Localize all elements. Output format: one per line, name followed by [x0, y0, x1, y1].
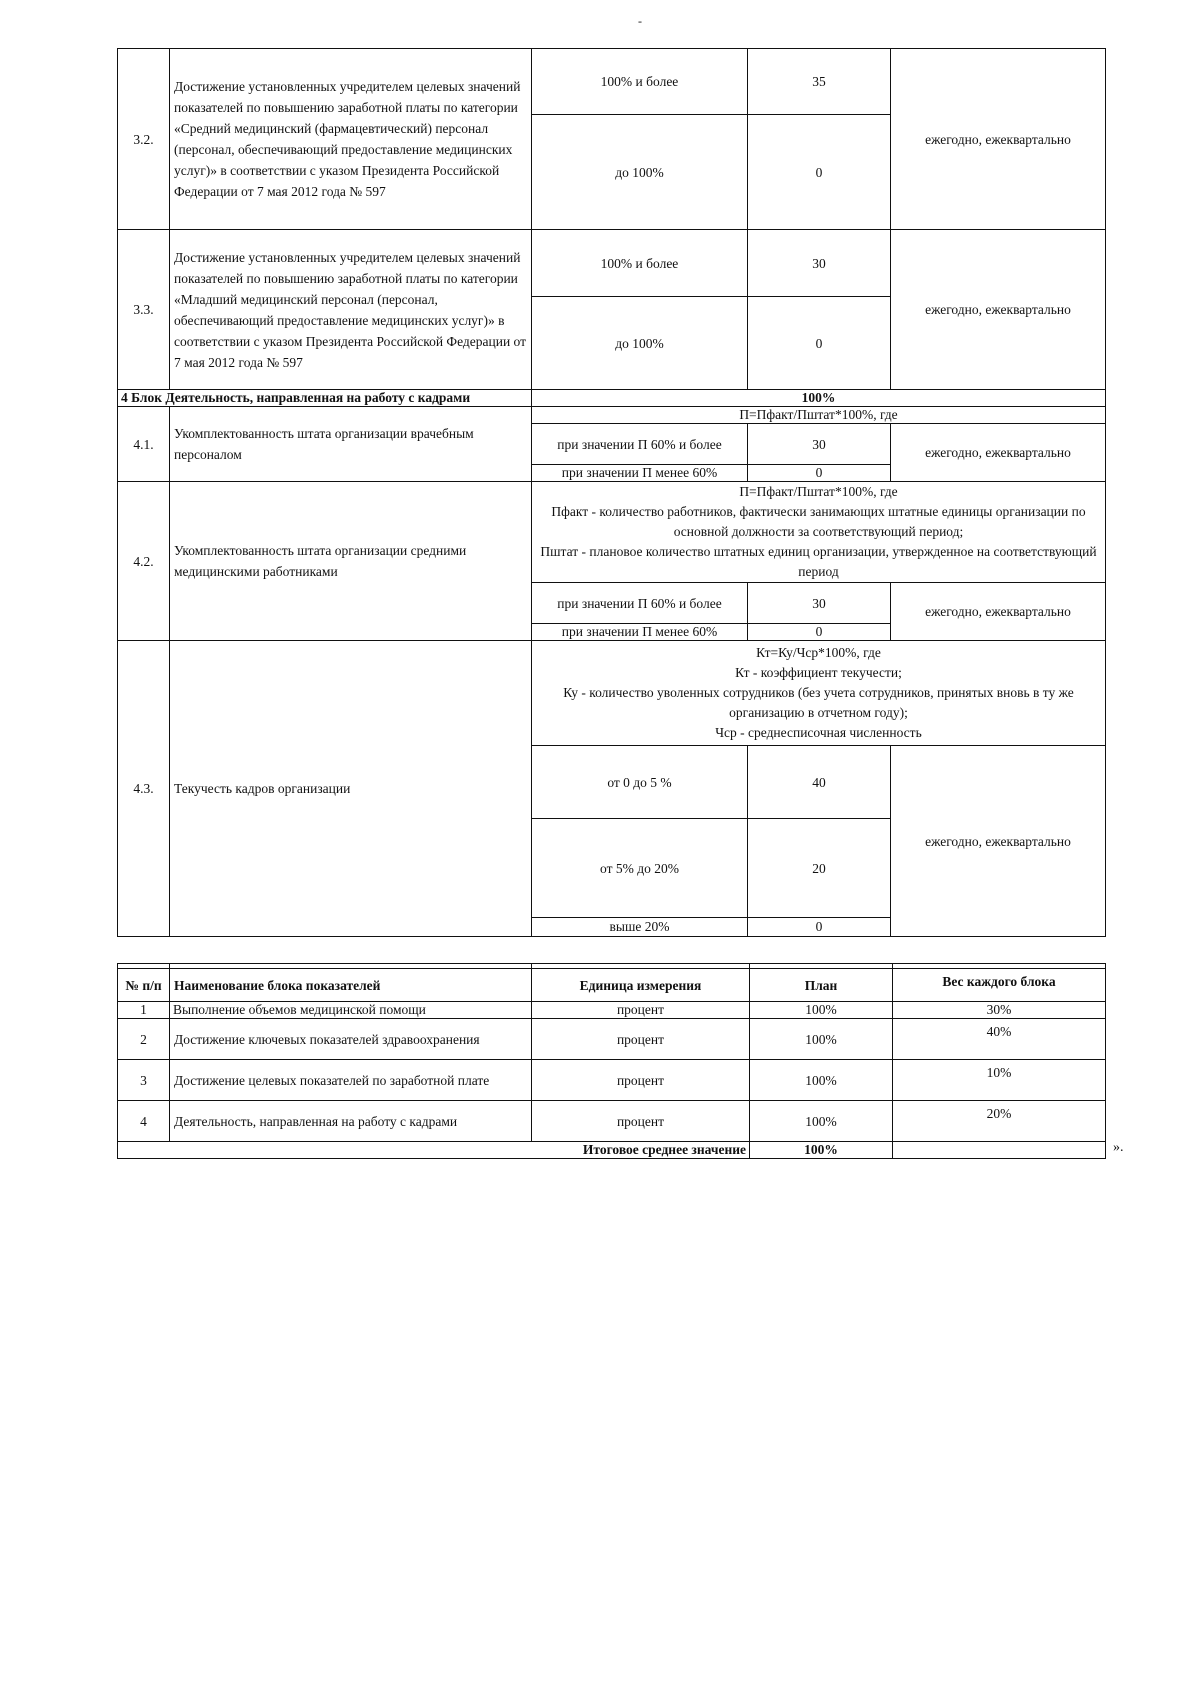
formula-text: Кт=Ку/Чср*100%, где — [756, 645, 881, 660]
row-number: 4 — [118, 1101, 170, 1142]
condition-cell: 100% и более — [532, 49, 748, 115]
block-name: Выполнение объемов медицинской помощи — [170, 1002, 532, 1019]
score-cell: 35 — [748, 49, 891, 115]
unit-cell: процент — [532, 1002, 750, 1019]
indicator-name: Достижение установленных учредителем целевых значений показателей по повышению заработной платы по категории «Средний медицинский (фармацевтический) персонал (персонал, обеспечивающий предоставление медицинских услуг)» в соответствии с указом Президента Российской Федерации от 7 мая 2012 года № 597 — [170, 49, 532, 230]
unit-cell: процент — [532, 1019, 750, 1060]
formula-description: Пштат - плановое количество штатных единиц организации, утвержденное на соответствующий период — [540, 544, 1097, 579]
summary-row — [118, 1002, 1106, 1019]
period-cell: ежегодно, ежеквартально — [891, 49, 1106, 230]
row-number: 4.2. — [118, 482, 170, 641]
weight-cell: 30% — [893, 1002, 1106, 1019]
plan-cell: 100% — [750, 1019, 893, 1060]
row-number: 3.3. — [118, 230, 170, 390]
condition-cell: при значении П 60% и более — [532, 583, 748, 624]
plan-cell: 100% — [750, 1101, 893, 1142]
condition-cell: от 5% до 20% — [532, 819, 748, 918]
header-unit: Единица измерения — [532, 969, 750, 1002]
page-mark: - — [638, 14, 642, 28]
criteria-table — [117, 48, 1106, 937]
row-number: 4.3. — [118, 641, 170, 937]
score-cell: 0 — [748, 297, 891, 390]
header-num: № п/п — [118, 969, 170, 1002]
unit-cell: процент — [532, 1101, 750, 1142]
formula-description: Чср - среднесписочная численность — [715, 725, 922, 740]
block-name: Достижение целевых показателей по заработной плате — [170, 1060, 532, 1101]
score-cell: 20 — [748, 819, 891, 918]
row-number: 2 — [118, 1019, 170, 1060]
header-plan: План — [750, 969, 893, 1002]
condition-cell: при значении П менее 60% — [532, 465, 748, 482]
summary-row — [118, 1060, 1106, 1101]
condition-cell: от 0 до 5 % — [532, 746, 748, 819]
row-4-2-formula — [118, 482, 1106, 583]
weight-cell: 10% — [893, 1060, 1106, 1101]
row-number: 1 — [118, 1002, 170, 1019]
block-name: Деятельность, направленная на работу с кадрами — [170, 1101, 532, 1142]
condition-cell: до 100% — [532, 115, 748, 230]
score-cell: 30 — [748, 424, 891, 465]
formula-cell: П=Пфакт/Пштат*100%, где — [532, 407, 1106, 424]
period-cell: ежегодно, ежеквартально — [891, 583, 1106, 641]
row-number: 4.1. — [118, 407, 170, 482]
header-name: Наименование блока показателей — [170, 969, 532, 1002]
weight-cell: 20% — [893, 1101, 1106, 1142]
block-title: 4 Блок Деятельность, направленная на работу с кадрами — [118, 390, 532, 407]
condition-cell: выше 20% — [532, 918, 748, 937]
score-cell: 0 — [748, 624, 891, 641]
period-cell: ежегодно, ежеквартально — [891, 746, 1106, 937]
row-3-3-first — [118, 230, 1106, 297]
condition-cell: 100% и более — [532, 230, 748, 297]
score-cell: 0 — [748, 918, 891, 937]
formula-cell — [532, 641, 1106, 746]
indicator-name: Достижение установленных учредителем целевых значений показателей по повышению заработной платы по категории «Младший медицинский персонал (персонал, обеспечивающий предоставление медицинских услуг)» в соответствии с указом Президента Российской Федерации от 7 мая 2012 года № 597 — [170, 230, 532, 390]
summary-total-row — [118, 1142, 1106, 1159]
condition-cell: при значении П менее 60% — [532, 624, 748, 641]
row-4-3-formula — [118, 641, 1106, 746]
row-3-2-first — [118, 49, 1106, 115]
closing-quote-mark: ». — [1113, 1140, 1124, 1155]
score-cell: 0 — [748, 465, 891, 482]
summary-row — [118, 1019, 1106, 1060]
formula-description: Кт - коэффициент текучести; — [735, 665, 902, 680]
summary-row — [118, 1101, 1106, 1142]
plan-cell: 100% — [750, 1060, 893, 1101]
score-cell: 30 — [748, 583, 891, 624]
row-number: 3 — [118, 1060, 170, 1101]
formula-description: Пфакт - количество работников, фактически занимающих штатные единицы организации по основной должности за соответствующий период; — [551, 504, 1086, 539]
indicator-name: Укомплектованность штата организации средними медицинскими работниками — [170, 482, 532, 641]
row-4-1-formula — [118, 407, 1106, 424]
summary-table — [117, 963, 1106, 1159]
score-cell: 40 — [748, 746, 891, 819]
block-weight: 100% — [532, 390, 1106, 407]
indicator-name: Текучесть кадров организации — [170, 641, 532, 937]
block-name: Достижение ключевых показателей здравоохранения — [170, 1019, 532, 1060]
total-label: Итоговое среднее значение — [118, 1142, 750, 1159]
weight-cell: 40% — [893, 1019, 1106, 1060]
plan-cell: 100% — [750, 1002, 893, 1019]
period-cell: ежегодно, ежеквартально — [891, 424, 1106, 482]
block-4-header — [118, 390, 1106, 407]
header-weight: Вес каждого блока — [893, 969, 1106, 1002]
period-cell: ежегодно, ежеквартально — [891, 230, 1106, 390]
formula-text: П=Пфакт/Пштат*100%, где — [739, 484, 898, 499]
indicator-name: Укомплектованность штата организации врачебным персоналом — [170, 407, 532, 482]
formula-cell — [532, 482, 1106, 583]
total-value: 100% — [750, 1142, 893, 1159]
row-number: 3.2. — [118, 49, 170, 230]
unit-cell: процент — [532, 1060, 750, 1101]
formula-description: Ку - количество уволенных сотрудников (без учета сотрудников, принятых вновь в ту же организацию в отчетном году); — [563, 685, 1074, 720]
total-empty-cell — [893, 1142, 1106, 1159]
condition-cell: при значении П 60% и более — [532, 424, 748, 465]
summary-header-row — [118, 969, 1106, 1002]
score-cell: 30 — [748, 230, 891, 297]
score-cell: 0 — [748, 115, 891, 230]
condition-cell: до 100% — [532, 297, 748, 390]
